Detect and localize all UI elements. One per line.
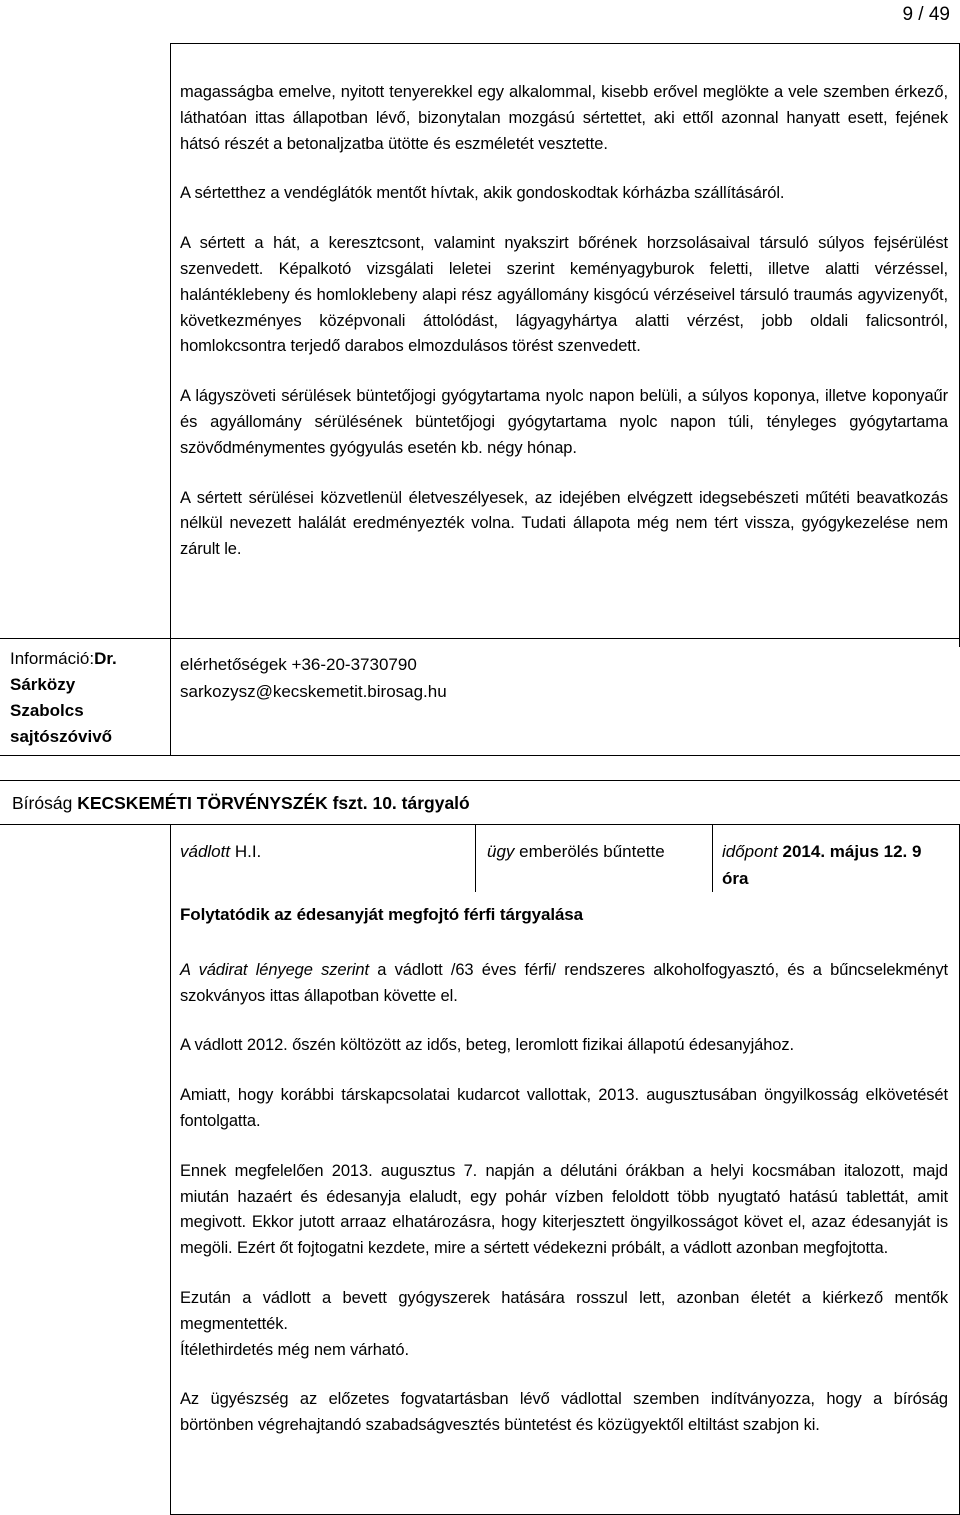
- case-paragraph: Az ügyészség az előzetes fogvatartásban lévő vádlottal szemben indítványozza, hogy a bíróság börtönben végrehajtandó szabadságvesztés büntetést és közügyektől eltiltást szabjon ki.: [180, 1390, 948, 1435]
- email-link[interactable]: sarkozysz@kecskemetit.birosag.hu: [180, 682, 447, 701]
- indictment-text: a vádlott /63 éves férfi/ rendszeres alkoholfogyasztó, és a bűncselekményt szokványos ittas állapotban követte el.: [180, 960, 948, 1005]
- case-meta-divider-2: [712, 825, 713, 892]
- case-type-cell: [487, 838, 665, 865]
- info-label-cell: [10, 646, 174, 750]
- court-line: [12, 793, 470, 814]
- court-label: Bíróság: [12, 793, 73, 813]
- article-paragraph: A sértett sérülései közvetlenül életveszélyesek, az idejében elvégzett idegsebészeti műtéti beavatkozás nélkül nevezett halálát eredményezték volna. Tudati állapota még nem tért vissza, gyógykezelése nem zárult le.: [180, 488, 948, 559]
- case-paragraph: Amiatt, hogy korábbi társkapcsolatai kudarcot vallottak, 2013. augusztusában öngyilkosság elkövetését fontolgatta.: [180, 1086, 948, 1130]
- indictment-lead: A vádirat lényege szerint: [180, 960, 369, 979]
- case-paragraph: A vádlott 2012. őszén költözött az idős, beteg, leromlott fizikai állapotú édesanyjához.: [180, 1036, 794, 1055]
- case-type-label: ügy: [487, 842, 515, 861]
- article-paragraph: A sértett a hát, a keresztcsont, valamint nyakszirt bőrének horzsolásaival társuló súlyos fejsérülést szenvedett. Képalkotó vizsgálati leletei szerint keményagyburok feletti, illetve alatti vérzéssel, halántéklebeny és homloklebeny alapi rész agyállomány kisgócú vérzéseivel társuló traumás agyvizenyőt, következményes középvonali áttolódást, lágyagyhártya alatti vérzést, jobb oldali falicsontról, homlokcsontra terjedő darabos elmozdulásos törést szenvedett.: [180, 234, 948, 356]
- court-value: KECSKEMÉTI TÖRVÉNYSZÉK fszt. 10. tárgyaló: [77, 793, 470, 813]
- case-meta-divider-1: [475, 825, 476, 892]
- spokesperson-name-prefix: Dr.: [94, 649, 117, 668]
- case-paragraph: [180, 958, 948, 1010]
- date-label: időpont: [722, 842, 778, 861]
- info-label: Információ:: [10, 649, 95, 668]
- article-paragraph: magasságba emelve, nyitott tenyerekkel egy alkalommal, kisebb erővel meglökte a vele szemben érkező, láthatóan ittas állapotban lévő, bizonytalan mozgású sértettet, aki ettől azonnal hanyatt esett, fejének hátsó részét a betonaljzatba ütötte és eszméletét vesztette.: [180, 83, 948, 153]
- article-continuation-body: [180, 80, 948, 587]
- spokesperson-name: Sárközy Szabolcs sajtószóvivő: [10, 675, 113, 746]
- defendant-label: vádlott: [180, 842, 231, 861]
- defendant-cell: [180, 838, 261, 865]
- case-paragraph: Ennek megfelelően 2013. augusztus 7. napján a délutáni órákban a helyi kocsmában italozott, majd miután hazaért és édesanyja elaludt, egy pohár vízben feloldott több nyugtató hatású tablettát, amit megivott. Ekkor jutott arraaz elhatározásra, hogy kiterjesztett öngyilkosságot követ el, azaz édesanyját is megöli. Ezért őt fojtogatni kezdete, mire a sértett védekezni próbált, a vádlott azonban megfojtotta.: [180, 1161, 948, 1258]
- date-value: 2014. május 12. 9 óra: [722, 842, 922, 888]
- page-number: 9 / 49: [902, 4, 950, 25]
- article-paragraph: A lágyszöveti sérülések büntetőjogi gyógytartama nyolc napon belüli, a súlyos koponya, illetve koponyaűr és agyállomány sérülésének büntetőjogi gyógytartama nyolc napon túli, tényleges gyógytartama szövődménymentes gyógyulás esetén kb. négy hónap.: [180, 387, 948, 457]
- phone-contact: elérhetőségek +36-20-3730790: [180, 655, 417, 674]
- verdict-note: Ítélethirdetés még nem várható.: [180, 1340, 409, 1359]
- contact-block: [180, 651, 447, 705]
- case-headline: Folytatódik az édesanyját megfojtó férfi tárgyalása: [180, 905, 584, 924]
- defendant-value: H.I.: [234, 842, 262, 861]
- case-body: [180, 902, 948, 1463]
- date-cell: [722, 838, 952, 892]
- article-paragraph: A sértetthez a vendéglátók mentőt hívtak, akik gondoskodtak kórházba szállításáról.: [180, 184, 785, 203]
- case-paragraph: Ezután a vádlott a bevett gyógyszerek hatására rosszul lett, azonban életét a kiérkező mentők megmentették.: [180, 1288, 948, 1333]
- case-type-value: emberölés bűntette: [519, 842, 665, 861]
